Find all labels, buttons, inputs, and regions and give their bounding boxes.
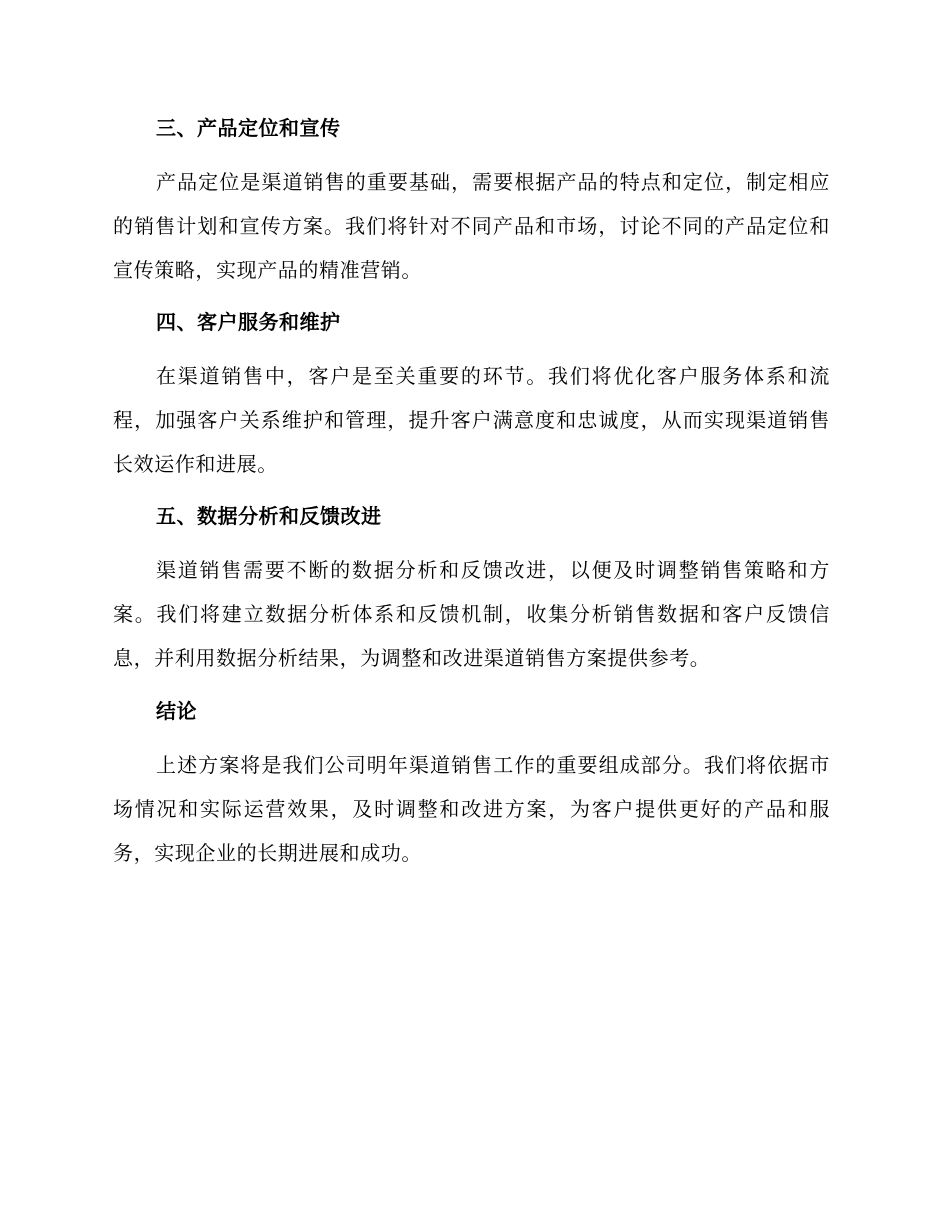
section-heading-product-positioning: 三、产品定位和宣传: [156, 116, 341, 140]
section-heading-conclusion: 结论: [156, 699, 197, 723]
section-body-data-analysis: 渠道销售需要不断的数据分析和反馈改进，以便及时调整销售策略和方案。我们将建立数据分析体系和反馈机制，收集分析销售数据和客户反馈信息，并利用数据分析结果，为调整和改进渠道销售方案提供参考。: [113, 558, 830, 670]
section-body-conclusion: 上述方案将是我们公司明年渠道销售工作的重要组成部分。我们将依据市场情况和实际运营效果，及时调整和改进方案，为客户提供更好的产品和服务，实现企业的长期进展和成功。: [113, 753, 830, 865]
section-body-customer-service: 在渠道销售中，客户是至关重要的环节。我们将优化客户服务体系和流程，加强客户关系维护和管理，提升客户满意度和忠诚度，从而实现渠道销售长效运作和进展。: [113, 364, 830, 476]
section-heading-data-analysis: 五、数据分析和反馈改进: [156, 504, 382, 528]
section-heading-customer-service: 四、客户服务和维护: [156, 310, 341, 334]
section-body-product-positioning: 产品定位是渠道销售的重要基础，需要根据产品的特点和定位，制定相应的销售计划和宣传方案。我们将针对不同产品和市场，讨论不同的产品定位和宣传策略，实现产品的精准营销。: [113, 170, 830, 282]
